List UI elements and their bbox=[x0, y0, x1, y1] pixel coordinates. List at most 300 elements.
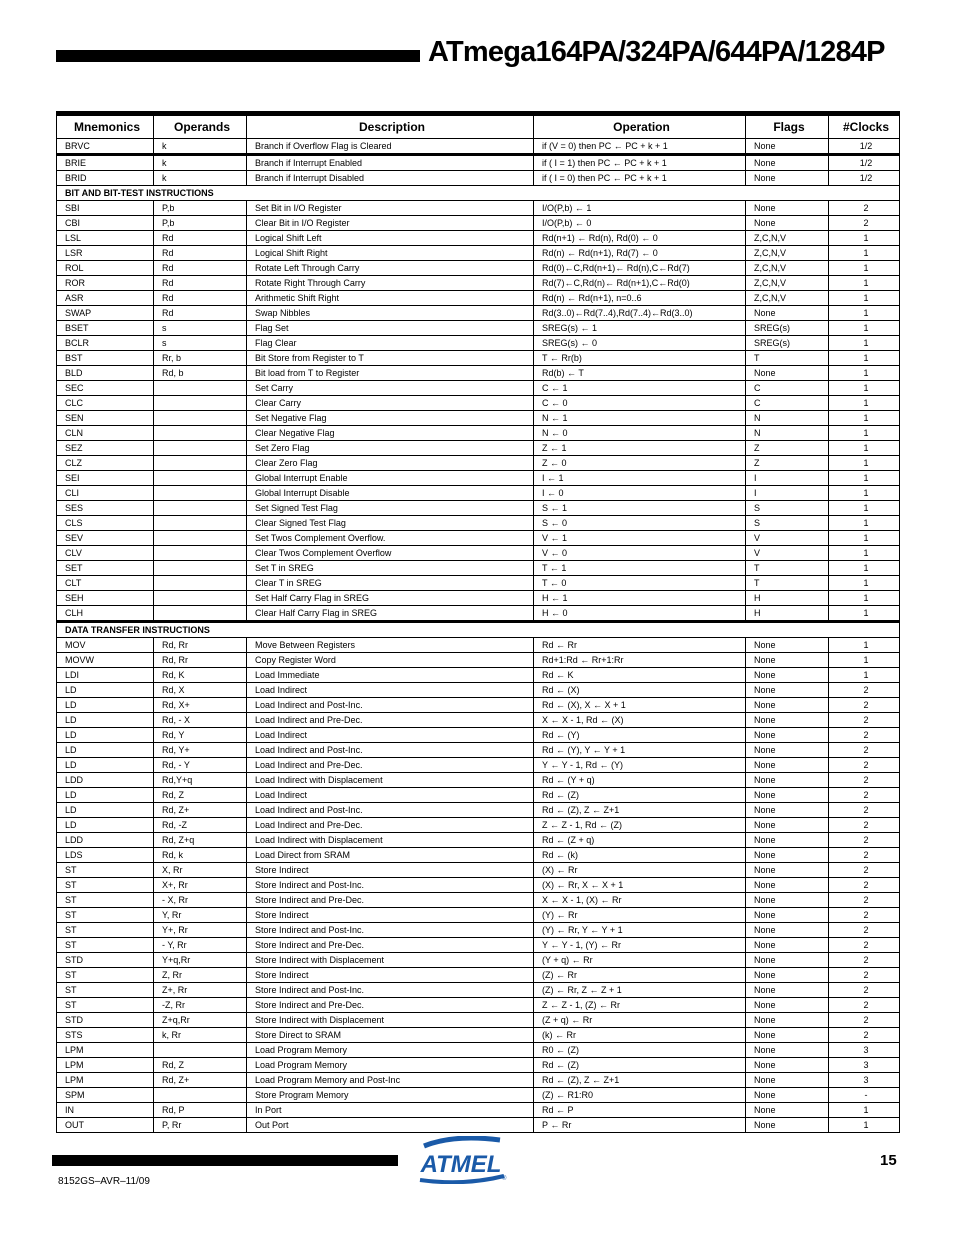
table-row bbox=[57, 638, 900, 653]
flags-cell: N bbox=[746, 411, 829, 426]
operands-cell bbox=[154, 486, 247, 501]
flags-cell: None bbox=[746, 818, 829, 833]
description-cell: Store Indirect with Displacement bbox=[247, 953, 534, 968]
description-cell: Store Program Memory bbox=[247, 1088, 534, 1103]
clocks-cell: 1 bbox=[829, 546, 900, 561]
flags-cell: None bbox=[746, 983, 829, 998]
mnemonic-cell: CLI bbox=[57, 486, 154, 501]
clocks-cell: 2 bbox=[829, 713, 900, 728]
table-row bbox=[57, 1073, 900, 1088]
operation-cell: Rd(n+1) ← Rd(n), Rd(0) ← 0 bbox=[534, 231, 746, 246]
operation-cell: Rd ← (Z), Z ← Z+1 bbox=[534, 803, 746, 818]
description-cell: Load Indirect and Pre-Dec. bbox=[247, 758, 534, 773]
description-cell: Load Program Memory bbox=[247, 1058, 534, 1073]
flags-cell: None bbox=[746, 1013, 829, 1028]
description-cell: Set Zero Flag bbox=[247, 441, 534, 456]
clocks-cell: 2 bbox=[829, 201, 900, 216]
description-cell: Store Indirect and Pre-Dec. bbox=[247, 998, 534, 1013]
flags-cell: None bbox=[746, 1103, 829, 1118]
operands-cell: Rd bbox=[154, 276, 247, 291]
flags-cell: None bbox=[746, 743, 829, 758]
table-row bbox=[57, 576, 900, 591]
clocks-cell: 1 bbox=[829, 396, 900, 411]
clocks-cell: 1 bbox=[829, 441, 900, 456]
document-code: 8152GS–AVR–11/09 bbox=[58, 1176, 150, 1187]
table-row bbox=[57, 201, 900, 216]
mnemonic-cell: BRVC bbox=[57, 139, 154, 155]
description-cell: Store Indirect bbox=[247, 968, 534, 983]
page-title: ATmega164PA/324PA/644PA/1284P bbox=[428, 36, 885, 68]
operation-cell: (Z) ← R1:R0 bbox=[534, 1088, 746, 1103]
operands-cell: Rd, Y+ bbox=[154, 743, 247, 758]
table-row bbox=[57, 426, 900, 441]
flags-cell: H bbox=[746, 591, 829, 606]
mnemonic-cell: SEC bbox=[57, 381, 154, 396]
operation-cell: Z ← Z - 1, (Z) ← Rr bbox=[534, 998, 746, 1013]
description-cell: Load Program Memory bbox=[247, 1043, 534, 1058]
description-cell: Flag Set bbox=[247, 321, 534, 336]
operation-cell: V ← 1 bbox=[534, 531, 746, 546]
mnemonic-cell: OUT bbox=[57, 1118, 154, 1133]
table-row bbox=[57, 291, 900, 306]
table-row bbox=[57, 848, 900, 863]
operation-cell: Rd ← Rr bbox=[534, 638, 746, 653]
clocks-cell: 1 bbox=[829, 591, 900, 606]
description-cell: Logical Shift Left bbox=[247, 231, 534, 246]
clocks-cell: 2 bbox=[829, 863, 900, 878]
description-cell: Branch if Interrupt Disabled bbox=[247, 171, 534, 186]
clocks-cell: 3 bbox=[829, 1058, 900, 1073]
description-cell: Store Indirect and Post-Inc. bbox=[247, 878, 534, 893]
clocks-cell: 2 bbox=[829, 216, 900, 231]
description-cell: Load Indirect bbox=[247, 728, 534, 743]
instruction-set-table bbox=[56, 111, 900, 1133]
clocks-cell: 1/2 bbox=[829, 139, 900, 155]
table-row bbox=[57, 171, 900, 186]
flags-cell: None bbox=[746, 728, 829, 743]
operands-cell: Rd, Z+ bbox=[154, 1073, 247, 1088]
operation-cell: (k) ← Rr bbox=[534, 1028, 746, 1043]
operands-cell: Rd, X+ bbox=[154, 698, 247, 713]
flags-cell: None bbox=[746, 908, 829, 923]
operation-cell: Rd ← K bbox=[534, 668, 746, 683]
operands-cell bbox=[154, 576, 247, 591]
table-row bbox=[57, 1013, 900, 1028]
description-cell: Set Negative Flag bbox=[247, 411, 534, 426]
operands-cell: P,b bbox=[154, 201, 247, 216]
mnemonic-cell: ST bbox=[57, 893, 154, 908]
clocks-cell: 1 bbox=[829, 306, 900, 321]
clocks-cell: 1 bbox=[829, 456, 900, 471]
mnemonic-cell: CLN bbox=[57, 426, 154, 441]
operation-cell: I/O(P,b) ← 1 bbox=[534, 201, 746, 216]
description-cell: Bit Store from Register to T bbox=[247, 351, 534, 366]
operation-cell: Rd ← (X), X ← X + 1 bbox=[534, 698, 746, 713]
table-row bbox=[57, 983, 900, 998]
table-header-row bbox=[57, 114, 900, 139]
operation-cell: Rd(b) ← T bbox=[534, 366, 746, 381]
clocks-cell: 2 bbox=[829, 953, 900, 968]
operands-cell: X+, Rr bbox=[154, 878, 247, 893]
flags-cell: None bbox=[746, 998, 829, 1013]
description-cell: Store Indirect bbox=[247, 908, 534, 923]
operands-cell: Z+q,Rr bbox=[154, 1013, 247, 1028]
description-cell: Clear Zero Flag bbox=[247, 456, 534, 471]
operands-cell: k bbox=[154, 171, 247, 186]
table-row bbox=[57, 139, 900, 155]
operands-cell: Rd bbox=[154, 231, 247, 246]
clocks-cell: 1 bbox=[829, 471, 900, 486]
operands-cell: Rd, K bbox=[154, 668, 247, 683]
section-header-row bbox=[57, 622, 900, 638]
table-row bbox=[57, 471, 900, 486]
operands-cell: Rd, - Y bbox=[154, 758, 247, 773]
operation-cell: Z ← 0 bbox=[534, 456, 746, 471]
clocks-cell: 2 bbox=[829, 788, 900, 803]
clocks-cell: 2 bbox=[829, 983, 900, 998]
description-cell: Load Indirect and Pre-Dec. bbox=[247, 713, 534, 728]
operands-cell: Rd bbox=[154, 306, 247, 321]
clocks-cell: 1/2 bbox=[829, 171, 900, 186]
table-row bbox=[57, 336, 900, 351]
description-cell: Rotate Left Through Carry bbox=[247, 261, 534, 276]
flags-cell: None bbox=[746, 1073, 829, 1088]
table-row bbox=[57, 606, 900, 622]
operands-cell bbox=[154, 546, 247, 561]
operands-cell bbox=[154, 411, 247, 426]
table-row bbox=[57, 591, 900, 606]
clocks-cell: 2 bbox=[829, 803, 900, 818]
operands-cell: s bbox=[154, 336, 247, 351]
mnemonic-cell: BRIE bbox=[57, 155, 154, 171]
flags-cell: None bbox=[746, 878, 829, 893]
clocks-cell: 2 bbox=[829, 878, 900, 893]
description-cell: Clear Signed Test Flag bbox=[247, 516, 534, 531]
description-cell: In Port bbox=[247, 1103, 534, 1118]
flags-cell: N bbox=[746, 426, 829, 441]
operands-cell bbox=[154, 1088, 247, 1103]
clocks-cell: 1 bbox=[829, 291, 900, 306]
description-cell: Load Indirect and Pre-Dec. bbox=[247, 818, 534, 833]
operation-cell: R0 ← (Z) bbox=[534, 1043, 746, 1058]
operands-cell: Rd, b bbox=[154, 366, 247, 381]
operation-cell: I ← 0 bbox=[534, 486, 746, 501]
mnemonic-cell: SEI bbox=[57, 471, 154, 486]
description-cell: Store Direct to SRAM bbox=[247, 1028, 534, 1043]
mnemonic-cell: CLV bbox=[57, 546, 154, 561]
mnemonic-cell: ROR bbox=[57, 276, 154, 291]
operands-cell: - Y, Rr bbox=[154, 938, 247, 953]
clocks-cell: 2 bbox=[829, 1028, 900, 1043]
svg-text:ATMEL: ATMEL bbox=[420, 1151, 502, 1178]
description-cell: Copy Register Word bbox=[247, 653, 534, 668]
clocks-cell: 3 bbox=[829, 1043, 900, 1058]
operands-cell: Rd, k bbox=[154, 848, 247, 863]
table-row bbox=[57, 773, 900, 788]
clocks-cell: 2 bbox=[829, 758, 900, 773]
mnemonic-cell: BLD bbox=[57, 366, 154, 381]
clocks-cell: 1 bbox=[829, 1118, 900, 1133]
footer-bar bbox=[52, 1155, 398, 1166]
description-cell: Load Direct from SRAM bbox=[247, 848, 534, 863]
operation-cell: Rd ← (X) bbox=[534, 683, 746, 698]
operands-cell: Rd, P bbox=[154, 1103, 247, 1118]
operation-cell: Z ← 1 bbox=[534, 441, 746, 456]
flags-cell: None bbox=[746, 201, 829, 216]
table-row bbox=[57, 531, 900, 546]
flags-cell: None bbox=[746, 653, 829, 668]
description-cell: Store Indirect and Post-Inc. bbox=[247, 923, 534, 938]
operands-cell bbox=[154, 516, 247, 531]
table-row bbox=[57, 366, 900, 381]
description-cell: Set Twos Complement Overflow. bbox=[247, 531, 534, 546]
column-header: Flags bbox=[746, 114, 829, 139]
mnemonic-cell: LD bbox=[57, 683, 154, 698]
operation-cell: Rd+1:Rd ← Rr+1:Rr bbox=[534, 653, 746, 668]
flags-cell: I bbox=[746, 471, 829, 486]
flags-cell: T bbox=[746, 561, 829, 576]
operation-cell: N ← 0 bbox=[534, 426, 746, 441]
mnemonic-cell: ASR bbox=[57, 291, 154, 306]
clocks-cell: 1 bbox=[829, 516, 900, 531]
description-cell: Load Indirect and Post-Inc. bbox=[247, 743, 534, 758]
table-row bbox=[57, 216, 900, 231]
mnemonic-cell: LPM bbox=[57, 1058, 154, 1073]
clocks-cell: 1 bbox=[829, 606, 900, 622]
column-header: Operation bbox=[534, 114, 746, 139]
clocks-cell: 1 bbox=[829, 351, 900, 366]
table-row bbox=[57, 1088, 900, 1103]
operands-cell bbox=[154, 441, 247, 456]
description-cell: Clear Carry bbox=[247, 396, 534, 411]
flags-cell: None bbox=[746, 1028, 829, 1043]
operands-cell: k, Rr bbox=[154, 1028, 247, 1043]
operation-cell: (Z) ← Rr bbox=[534, 968, 746, 983]
header-bar bbox=[56, 50, 420, 62]
mnemonic-cell: LD bbox=[57, 743, 154, 758]
flags-cell: None bbox=[746, 155, 829, 171]
operands-cell: Rd bbox=[154, 246, 247, 261]
operands-cell bbox=[154, 531, 247, 546]
description-cell: Set T in SREG bbox=[247, 561, 534, 576]
mnemonic-cell: ST bbox=[57, 938, 154, 953]
description-cell: Swap Nibbles bbox=[247, 306, 534, 321]
mnemonic-cell: ST bbox=[57, 908, 154, 923]
flags-cell: SREG(s) bbox=[746, 321, 829, 336]
mnemonic-cell: LD bbox=[57, 728, 154, 743]
operation-cell: Rd(0)←C,Rd(n+1)← Rd(n),C←Rd(7) bbox=[534, 261, 746, 276]
mnemonic-cell: MOVW bbox=[57, 653, 154, 668]
flags-cell: None bbox=[746, 1058, 829, 1073]
table-body bbox=[57, 139, 900, 1133]
table-row bbox=[57, 1043, 900, 1058]
flags-cell: None bbox=[746, 638, 829, 653]
table-row bbox=[57, 155, 900, 171]
table-row bbox=[57, 998, 900, 1013]
mnemonic-cell: ST bbox=[57, 923, 154, 938]
flags-cell: T bbox=[746, 351, 829, 366]
table-row bbox=[57, 561, 900, 576]
operands-cell: Z, Rr bbox=[154, 968, 247, 983]
table-row bbox=[57, 968, 900, 983]
operands-cell: k bbox=[154, 139, 247, 155]
operation-cell: S ← 0 bbox=[534, 516, 746, 531]
operands-cell bbox=[154, 1043, 247, 1058]
clocks-cell: 2 bbox=[829, 728, 900, 743]
operation-cell: if ( I = 1) then PC ← PC + k + 1 bbox=[534, 155, 746, 171]
clocks-cell: 2 bbox=[829, 833, 900, 848]
mnemonic-cell: SEV bbox=[57, 531, 154, 546]
operands-cell bbox=[154, 591, 247, 606]
operands-cell: s bbox=[154, 321, 247, 336]
clocks-cell: 2 bbox=[829, 773, 900, 788]
mnemonic-cell: BSET bbox=[57, 321, 154, 336]
operands-cell: Rd, Z+ bbox=[154, 803, 247, 818]
flags-cell: None bbox=[746, 698, 829, 713]
table-row bbox=[57, 683, 900, 698]
operands-cell: Rd bbox=[154, 261, 247, 276]
table-row bbox=[57, 456, 900, 471]
mnemonic-cell: LDD bbox=[57, 833, 154, 848]
description-cell: Clear Bit in I/O Register bbox=[247, 216, 534, 231]
table-row bbox=[57, 546, 900, 561]
clocks-cell: 1 bbox=[829, 411, 900, 426]
table-row bbox=[57, 381, 900, 396]
column-header: Operands bbox=[154, 114, 247, 139]
description-cell: Rotate Right Through Carry bbox=[247, 276, 534, 291]
table-row bbox=[57, 833, 900, 848]
description-cell: Set Signed Test Flag bbox=[247, 501, 534, 516]
mnemonic-cell: LDD bbox=[57, 773, 154, 788]
operation-cell: Z ← Z - 1, Rd ← (Z) bbox=[534, 818, 746, 833]
operation-cell: Rd ← P bbox=[534, 1103, 746, 1118]
operation-cell: T ← Rr(b) bbox=[534, 351, 746, 366]
clocks-cell: 1 bbox=[829, 576, 900, 591]
description-cell: Store Indirect bbox=[247, 863, 534, 878]
clocks-cell: 1 bbox=[829, 486, 900, 501]
operands-cell: Rd, -Z bbox=[154, 818, 247, 833]
operands-cell bbox=[154, 606, 247, 622]
operation-cell: V ← 0 bbox=[534, 546, 746, 561]
operation-cell: Rd ← (k) bbox=[534, 848, 746, 863]
flags-cell: None bbox=[746, 1043, 829, 1058]
description-cell: Set Carry bbox=[247, 381, 534, 396]
table-row bbox=[57, 246, 900, 261]
flags-cell: None bbox=[746, 833, 829, 848]
flags-cell: None bbox=[746, 668, 829, 683]
table-row bbox=[57, 1103, 900, 1118]
operation-cell: if (V = 0) then PC ← PC + k + 1 bbox=[534, 139, 746, 155]
operation-cell: Rd(n) ← Rd(n+1), Rd(7) ← 0 bbox=[534, 246, 746, 261]
table-row bbox=[57, 411, 900, 426]
operation-cell: (X) ← Rr bbox=[534, 863, 746, 878]
operation-cell: Rd ← (Y), Y ← Y + 1 bbox=[534, 743, 746, 758]
table-row bbox=[57, 1058, 900, 1073]
mnemonic-cell: BST bbox=[57, 351, 154, 366]
table-row bbox=[57, 743, 900, 758]
flags-cell: None bbox=[746, 171, 829, 186]
flags-cell: None bbox=[746, 803, 829, 818]
clocks-cell: 2 bbox=[829, 968, 900, 983]
operation-cell: Rd ← (Y + q) bbox=[534, 773, 746, 788]
flags-cell: None bbox=[746, 713, 829, 728]
operands-cell bbox=[154, 426, 247, 441]
mnemonic-cell: LD bbox=[57, 713, 154, 728]
table-row bbox=[57, 923, 900, 938]
operation-cell: if ( I = 0) then PC ← PC + k + 1 bbox=[534, 171, 746, 186]
clocks-cell: 1 bbox=[829, 276, 900, 291]
clocks-cell: 1 bbox=[829, 1103, 900, 1118]
operation-cell: (Y + q) ← Rr bbox=[534, 953, 746, 968]
description-cell: Flag Clear bbox=[247, 336, 534, 351]
mnemonic-cell: ST bbox=[57, 998, 154, 1013]
flags-cell: Z,C,N,V bbox=[746, 246, 829, 261]
flags-cell: None bbox=[746, 923, 829, 938]
table-row bbox=[57, 1118, 900, 1133]
operation-cell: C ← 0 bbox=[534, 396, 746, 411]
flags-cell: None bbox=[746, 306, 829, 321]
table-row bbox=[57, 231, 900, 246]
description-cell: Clear Negative Flag bbox=[247, 426, 534, 441]
clocks-cell: 2 bbox=[829, 1013, 900, 1028]
mnemonic-cell: SWAP bbox=[57, 306, 154, 321]
operation-cell: (Y) ← Rr bbox=[534, 908, 746, 923]
mnemonic-cell: SES bbox=[57, 501, 154, 516]
description-cell: Set Half Carry Flag in SREG bbox=[247, 591, 534, 606]
flags-cell: Z bbox=[746, 456, 829, 471]
clocks-cell: 1 bbox=[829, 366, 900, 381]
table-row bbox=[57, 863, 900, 878]
operands-cell: k bbox=[154, 155, 247, 171]
operation-cell: Rd ← (Y) bbox=[534, 728, 746, 743]
table-row bbox=[57, 953, 900, 968]
table-row bbox=[57, 908, 900, 923]
mnemonic-cell: ST bbox=[57, 878, 154, 893]
operands-cell: P,b bbox=[154, 216, 247, 231]
section-title: BIT AND BIT-TEST INSTRUCTIONS bbox=[57, 186, 900, 201]
table-row bbox=[57, 818, 900, 833]
description-cell: Store Indirect with Displacement bbox=[247, 1013, 534, 1028]
operands-cell: - X, Rr bbox=[154, 893, 247, 908]
table-row bbox=[57, 501, 900, 516]
operands-cell bbox=[154, 471, 247, 486]
clocks-cell: 2 bbox=[829, 923, 900, 938]
description-cell: Global Interrupt Disable bbox=[247, 486, 534, 501]
flags-cell: None bbox=[746, 773, 829, 788]
mnemonic-cell: CLS bbox=[57, 516, 154, 531]
clocks-cell: - bbox=[829, 1088, 900, 1103]
operands-cell bbox=[154, 381, 247, 396]
operation-cell: SREG(s) ← 1 bbox=[534, 321, 746, 336]
operation-cell: I/O(P,b) ← 0 bbox=[534, 216, 746, 231]
flags-cell: SREG(s) bbox=[746, 336, 829, 351]
operands-cell bbox=[154, 396, 247, 411]
flags-cell: None bbox=[746, 848, 829, 863]
mnemonic-cell: ROL bbox=[57, 261, 154, 276]
mnemonic-cell: LD bbox=[57, 818, 154, 833]
operands-cell: Rd, Y bbox=[154, 728, 247, 743]
clocks-cell: 1 bbox=[829, 381, 900, 396]
flags-cell: C bbox=[746, 381, 829, 396]
operation-cell: Rd(3..0)←Rd(7..4),Rd(7..4)←Rd(3..0) bbox=[534, 306, 746, 321]
operation-cell: (X) ← Rr, X ← X + 1 bbox=[534, 878, 746, 893]
mnemonic-cell: BRID bbox=[57, 171, 154, 186]
column-header: #Clocks bbox=[829, 114, 900, 139]
mnemonic-cell: ST bbox=[57, 863, 154, 878]
operands-cell: Rd, Z bbox=[154, 1058, 247, 1073]
mnemonic-cell: LPM bbox=[57, 1043, 154, 1058]
mnemonic-cell: SEH bbox=[57, 591, 154, 606]
